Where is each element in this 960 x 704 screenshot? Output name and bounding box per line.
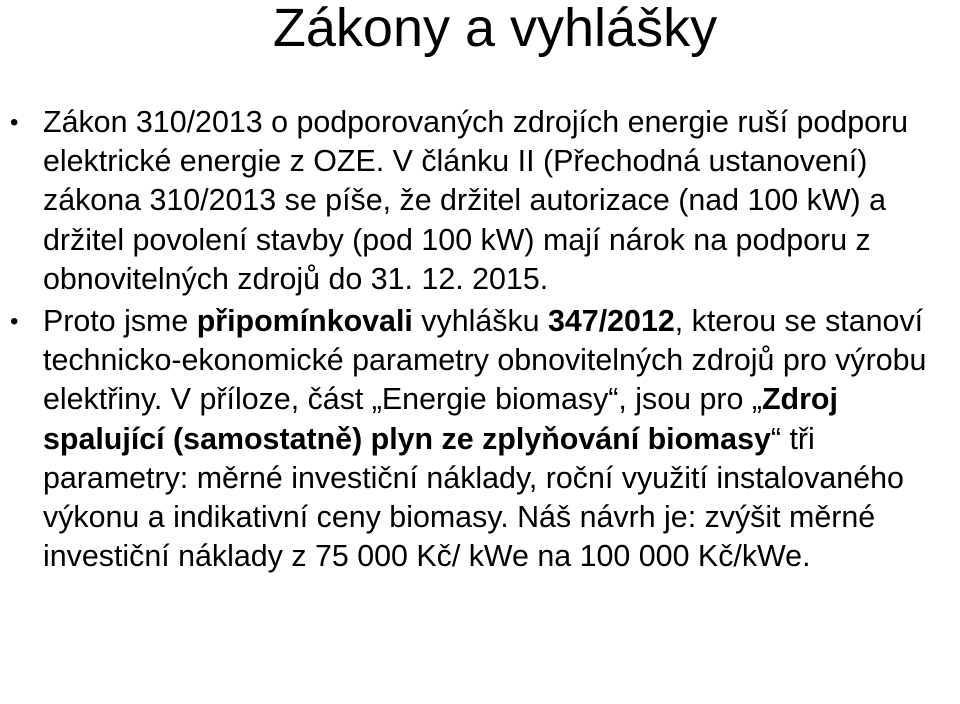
bold-text-segment: Zdroj spalující (samostatně) plyn ze zplyňování biomasy [43,382,838,456]
bullet-dot-icon: • [10,308,19,336]
bullet-item [0,302,960,576]
bullet-text [43,304,926,573]
bullet-dot-icon: • [10,109,19,136]
bold-text-segment: 347/2012 [548,304,675,339]
bullet-list [0,103,960,579]
bullet-item [0,103,960,299]
bullet-text [43,105,908,296]
text-segment: “ tři parametry: měrné investiční náklady, roční využití instalovaného výkonu a indikativní ceny biomasy. Náš návrh je: zvýšit měrné investiční náklady z 75 000 Kč/ kWe na 100 000 Kč/kWe. [43,421,904,574]
text-segment: , kterou se stanoví technicko-ekonomické parametry obnovitelných zdrojů pro výrobu elektřiny. V příloze, část „Energie biomasy“, jsou pro „ [43,304,927,417]
text-segment: Zákon 310/2013 o podporovaných zdrojích energie ruší podporu elektrické energie z OZE. V článku II (Přechodná ustanovení) zákona 310/2013 se píše, že držitel autorizace (nad 100 kW) a držitel povolení stavby (pod 100 kW) mají nárok na podporu z obnovitelných zdrojů do 31. 12. 2015. [43,105,909,296]
text-segment: Proto jsme [43,304,197,339]
bold-text-segment: připomínkovali [196,304,413,339]
slide-title: Zákony a vyhlášky [272,0,718,58]
text-segment: vyhlášku [412,304,548,339]
